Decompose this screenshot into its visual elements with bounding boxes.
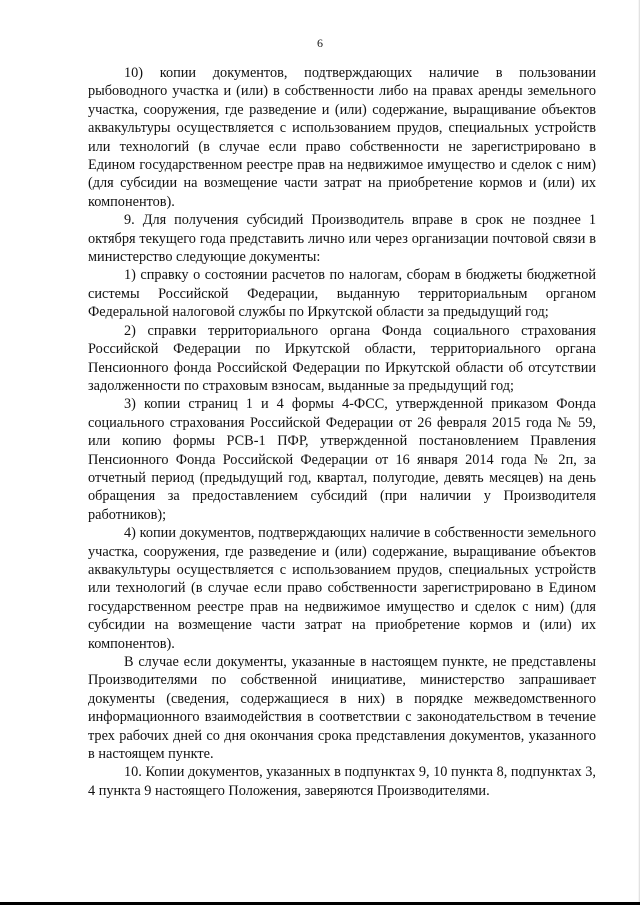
paragraph-subitem-10: 10) копии документов, подтверждающих наличие в пользовании рыбоводного участка и (или) в собственности либо на правах аренды земельного участка, сооружения, где разведение и (или) содержание, выращивание объектов аквакультуры осуществляется с использованием прудов, специальных устройств или технологий (в случае если право собственности не зарегистрировано в Едином государственном реестре прав на недвижимое имущество и сделок с ним) (для субсидии на возмещение части затрат на приобретение кормов и (или) их компонентов). xyxy=(88,65,596,210)
paragraph-interagency-request: В случае если документы, указанные в настоящем пункте, не представлены Производителями по собственной инициативе, министерство запрашивает документы (сведения, содержащиеся в них) в порядке межведомственного информационного взаимодействия в соответствии с законодательством в течение трех рабочих дней со дня окончания срока представления документов, указанного в настоящем пункте. xyxy=(88,654,596,763)
document-body xyxy=(88,64,596,800)
paragraph-subitem-2: 2) справки территориального органа Фонда социального страхования Российской Федерации по Иркутской области, территориального органа Пенсионного фонда Российской Федерации по Иркутской области об отсутствии задолженности по страховым взносам, выданные за предыдущий год; xyxy=(88,322,596,394)
paragraph-clause-9: 9. Для получения субсидий Производитель вправе в срок не позднее 1 октября текущего года представить лично или через организации почтовой связи в министерство следующие документы: xyxy=(88,212,596,266)
page-number: 6 xyxy=(317,36,323,50)
paragraph-subitem-1: 1) справку о состоянии расчетов по налогам, сборам в бюджеты бюджетной системы Российской Федерации, выданную территориальным органом Федеральной налоговой службы по Иркутской области за предыдущий год; xyxy=(88,267,596,321)
paragraph-clause-10: 10. Копии документов, указанных в подпунктах 9, 10 пункта 8, подпунктах 3, 4 пункта 9 настоящего Положения, заверяются Производителями. xyxy=(88,764,596,799)
paragraph-subitem-4: 4) копии документов, подтверждающих наличие в собственности земельного участка, сооружения, где разведение и (или) содержание, выращивание объектов аквакультуры осуществляется с использованием прудов, специальных устройств или технологий (в случае если право собственности зарегистрировано в Едином государственном реестре прав на недвижимое имущество и сделок с ним) (для субсидии на возмещение части затрат на приобретение кормов и (или) их компонентов). xyxy=(88,525,596,652)
paragraph-subitem-3: 3) копии страниц 1 и 4 формы 4-ФСС, утвержденной приказом Фонда социального страхования Российской Федерации от 26 февраля 2015 года № 59, или копию формы РСВ-1 ПФР, утвержденной постановлением Правления Пенсионного Фонда Российской Федерации от 16 января 2014 года № 2п, за отчетный период (предыдущий год, квартал, полугодие, девять месяцев) на день обращения за предоставлением субсидий (при наличии у Производителя работников); xyxy=(88,396,596,523)
